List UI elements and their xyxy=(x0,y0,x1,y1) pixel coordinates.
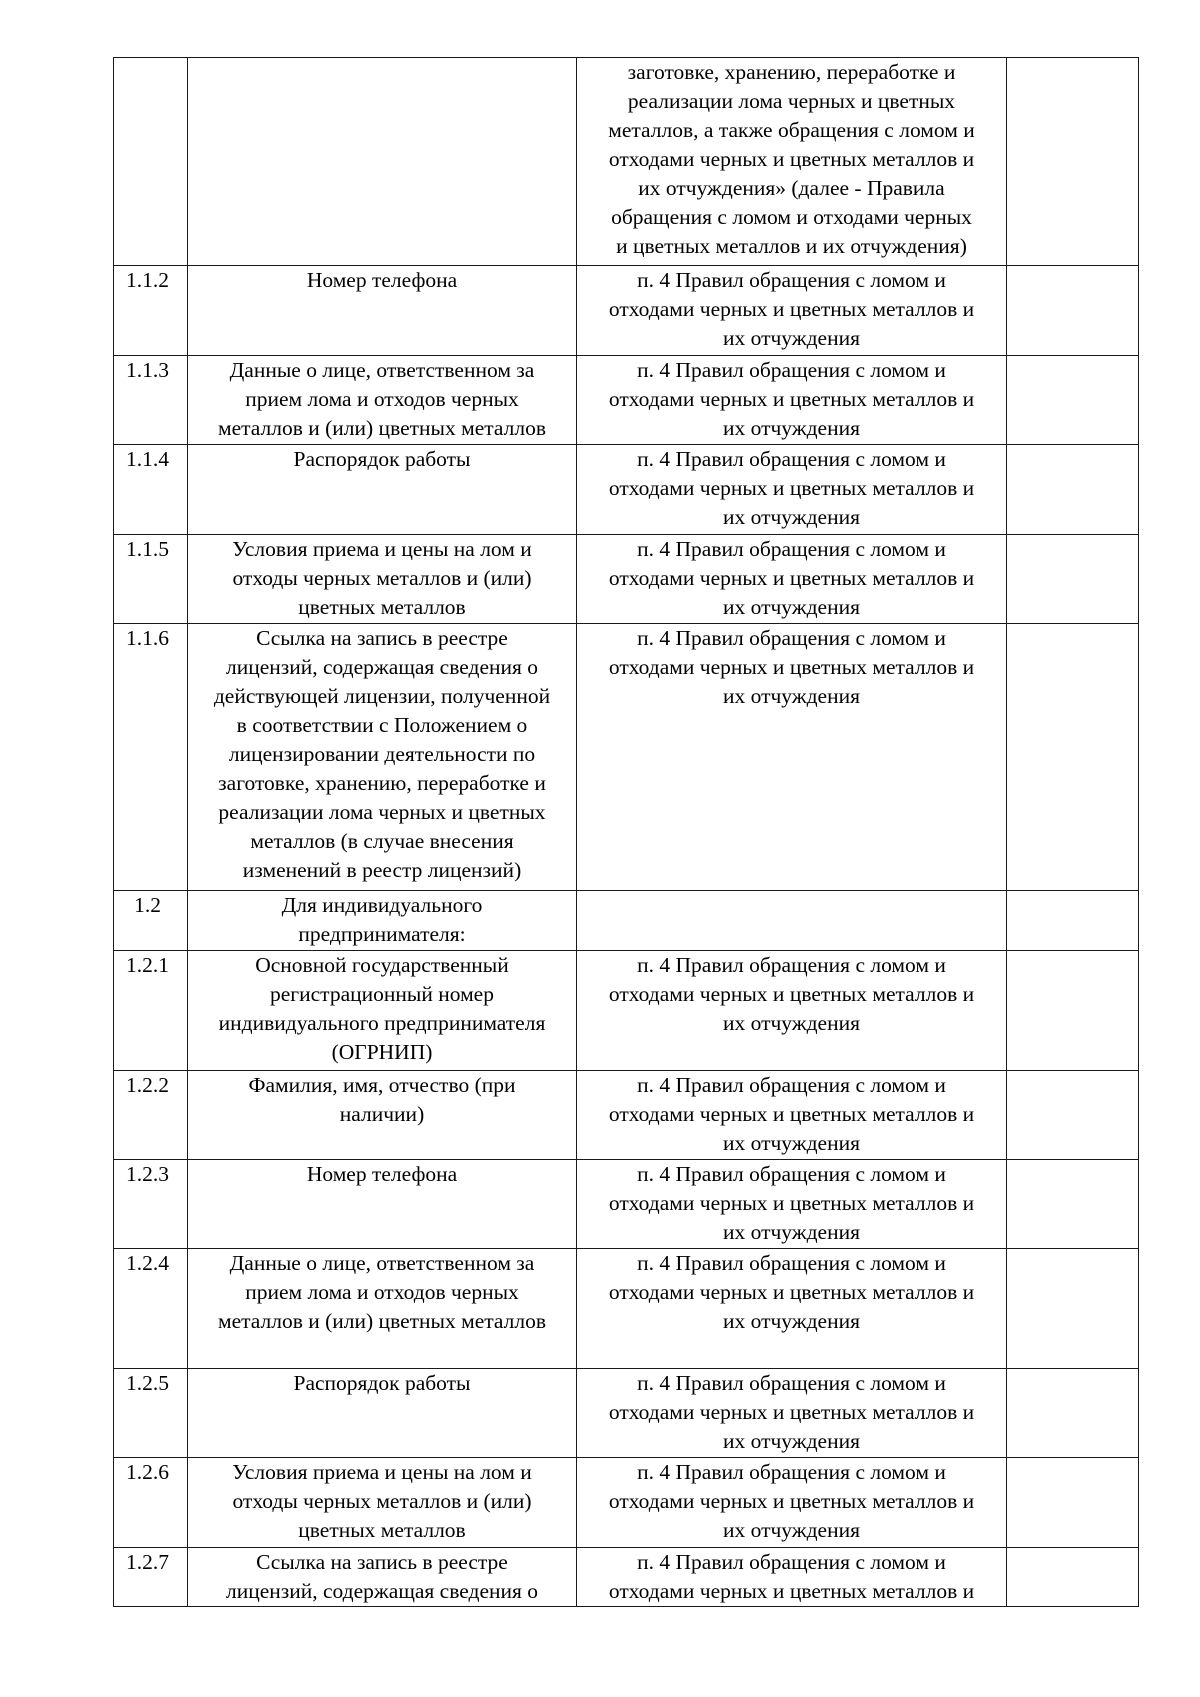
row-item-name xyxy=(188,58,577,266)
row-item-name: Ссылка на запись в реестре лицензий, содержащая сведения о действующей лицензии, полученной в соответствии с Положением о лицензировании деятельности по заготовке, хранению, переработке и реализации лома черных и цветных металлов (в случае внесения изменений в реестр лицензий) xyxy=(188,624,577,891)
row-legal-basis: п. 4 Правил обращения с ломом и отходами черных и цветных металлов и их отчуждения xyxy=(577,1249,1007,1369)
row-legal-basis: п. 4 Правил обращения с ломом и отходами черных и цветных металлов и их отчуждения xyxy=(577,1369,1007,1458)
row-note xyxy=(1007,356,1139,445)
row-item-name: Для индивидуального предпринимателя: xyxy=(188,891,577,951)
row-legal-basis: п. 4 Правил обращения с ломом и отходами черных и цветных металлов и их отчуждения xyxy=(577,266,1007,356)
row-item-name: Номер телефона xyxy=(188,1160,577,1249)
table-row xyxy=(114,58,1139,266)
row-number: 1.2.3 xyxy=(114,1160,188,1249)
row-legal-basis: п. 4 Правил обращения с ломом и отходами черных и цветных металлов и их отчуждения xyxy=(577,1458,1007,1548)
row-note xyxy=(1007,1160,1139,1249)
row-number: 1.2.5 xyxy=(114,1369,188,1458)
row-note xyxy=(1007,266,1139,356)
row-legal-basis xyxy=(577,891,1007,951)
row-note xyxy=(1007,445,1139,535)
row-legal-basis: п. 4 Правил обращения с ломом и отходами черных и цветных металлов и их отчуждения xyxy=(577,1160,1007,1249)
table-row xyxy=(114,891,1139,951)
row-note xyxy=(1007,1548,1139,1607)
row-legal-basis: п. 4 Правил обращения с ломом и отходами черных и цветных металлов и их отчуждения xyxy=(577,535,1007,624)
row-number: 1.2.1 xyxy=(114,951,188,1071)
table-row xyxy=(114,951,1139,1071)
row-legal-basis: п. 4 Правил обращения с ломом и отходами черных и цветных металлов и их отчуждения xyxy=(577,356,1007,445)
row-number: 1.1.6 xyxy=(114,624,188,891)
row-item-name: Ссылка на запись в реестре лицензий, содержащая сведения о xyxy=(188,1548,577,1607)
row-note xyxy=(1007,951,1139,1071)
row-number: 1.2.6 xyxy=(114,1458,188,1548)
row-number: 1.2 xyxy=(114,891,188,951)
row-item-name: Распорядок работы xyxy=(188,445,577,535)
row-item-name: Основной государственный регистрационный номер индивидуального предпринимателя (ОГРНИП) xyxy=(188,951,577,1071)
row-item-name: Фамилия, имя, отчество (при наличии) xyxy=(188,1071,577,1160)
row-item-name: Условия приема и цены на лом и отходы черных металлов и (или) цветных металлов xyxy=(188,1458,577,1548)
row-legal-basis: п. 4 Правил обращения с ломом и отходами черных и цветных металлов и xyxy=(577,1548,1007,1607)
row-legal-basis: п. 4 Правил обращения с ломом и отходами черных и цветных металлов и их отчуждения xyxy=(577,624,1007,891)
row-legal-basis: п. 4 Правил обращения с ломом и отходами черных и цветных металлов и их отчуждения xyxy=(577,951,1007,1071)
row-note xyxy=(1007,1249,1139,1369)
table-row xyxy=(114,1369,1139,1458)
row-number xyxy=(114,58,188,266)
table-row xyxy=(114,1458,1139,1548)
row-item-name: Условия приема и цены на лом и отходы черных металлов и (или) цветных металлов xyxy=(188,535,577,624)
row-note xyxy=(1007,891,1139,951)
row-note xyxy=(1007,624,1139,891)
requirements-table xyxy=(113,57,1139,1607)
row-legal-basis: п. 4 Правил обращения с ломом и отходами черных и цветных металлов и их отчуждения xyxy=(577,445,1007,535)
row-note xyxy=(1007,1071,1139,1160)
row-item-name: Данные о лице, ответственном за прием лома и отходов черных металлов и (или) цветных металлов xyxy=(188,356,577,445)
row-number: 1.2.4 xyxy=(114,1249,188,1369)
row-number: 1.2.7 xyxy=(114,1548,188,1607)
table-row xyxy=(114,1160,1139,1249)
row-note xyxy=(1007,535,1139,624)
row-number: 1.1.5 xyxy=(114,535,188,624)
row-item-name: Распорядок работы xyxy=(188,1369,577,1458)
row-legal-basis: п. 4 Правил обращения с ломом и отходами черных и цветных металлов и их отчуждения xyxy=(577,1071,1007,1160)
row-legal-basis: заготовке, хранению, переработке и реализации лома черных и цветных металлов, а также обращения с ломом и отходами черных и цветных металлов и их отчуждения» (далее - Правила обращения с ломом и отходами черных и цветных металлов и их отчуждения) xyxy=(577,58,1007,266)
table-row xyxy=(114,445,1139,535)
row-item-name: Номер телефона xyxy=(188,266,577,356)
table-row xyxy=(114,1249,1139,1369)
row-item-name: Данные о лице, ответственном за прием лома и отходов черных металлов и (или) цветных металлов xyxy=(188,1249,577,1369)
table-row xyxy=(114,624,1139,891)
row-note xyxy=(1007,58,1139,266)
row-note xyxy=(1007,1458,1139,1548)
table-row xyxy=(114,535,1139,624)
table-row xyxy=(114,1071,1139,1160)
row-number: 1.1.2 xyxy=(114,266,188,356)
table-row xyxy=(114,356,1139,445)
row-note xyxy=(1007,1369,1139,1458)
table-row xyxy=(114,266,1139,356)
row-number: 1.2.2 xyxy=(114,1071,188,1160)
row-number: 1.1.4 xyxy=(114,445,188,535)
table-row xyxy=(114,1548,1139,1607)
row-number: 1.1.3 xyxy=(114,356,188,445)
